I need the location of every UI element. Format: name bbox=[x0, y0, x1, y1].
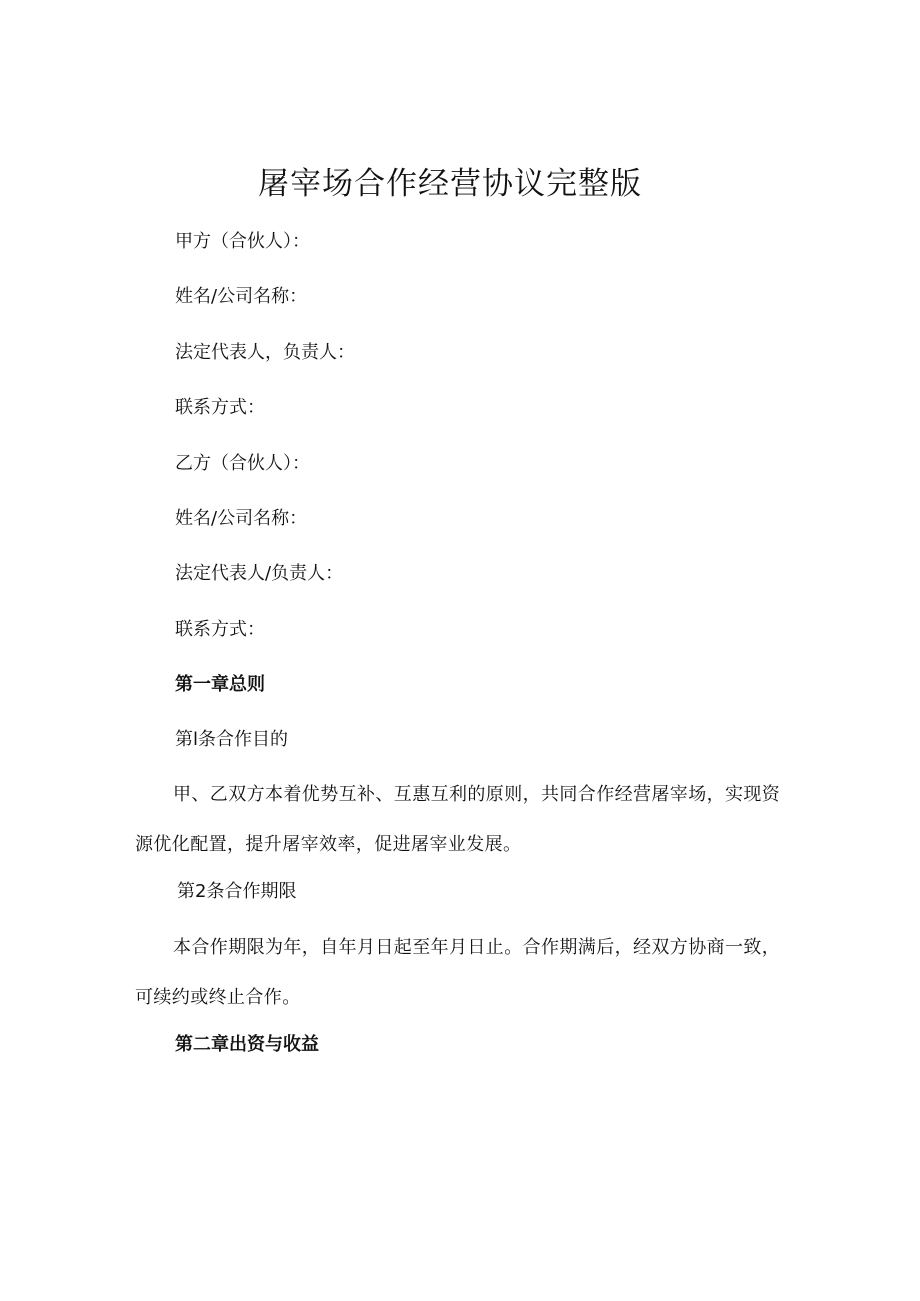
article-2-heading: 第2条合作期限 bbox=[177, 881, 297, 902]
party-a-name-label: 姓名/公司名称： bbox=[175, 286, 308, 307]
chapter-2-heading: 第二章出资与收益 bbox=[175, 1034, 319, 1055]
party-b-rep-label: 法定代表人/负责人： bbox=[175, 563, 344, 584]
party-a-heading: 甲方（合伙人）： bbox=[175, 231, 310, 252]
party-b-heading: 乙方（合伙人）： bbox=[175, 453, 310, 474]
party-b-contact-label: 联系方式： bbox=[175, 619, 265, 640]
party-a-rep-label: 法定代表人，负责人： bbox=[175, 342, 355, 363]
document-title: 屠宰场合作经营协议完整版 bbox=[258, 166, 642, 202]
article-1-heading: 第l条合作目的 bbox=[175, 729, 289, 750]
article-2-body: 本合作期限为年，自年月日起至年月日止。合作期满后，经双方协商一致，可续约或终止合作。 bbox=[135, 937, 781, 1008]
article-1-body: 甲、乙双方本着优势互补、互惠互利的原则，共同合作经营屠宰场，实现资源优化配置，提升屠宰效率，促进屠宰业发展。 bbox=[135, 784, 781, 855]
party-a-contact-label: 联系方式： bbox=[175, 397, 265, 418]
party-b-name-label: 姓名/公司名称： bbox=[175, 508, 308, 529]
chapter-1-heading: 第一章总则 bbox=[175, 674, 265, 695]
